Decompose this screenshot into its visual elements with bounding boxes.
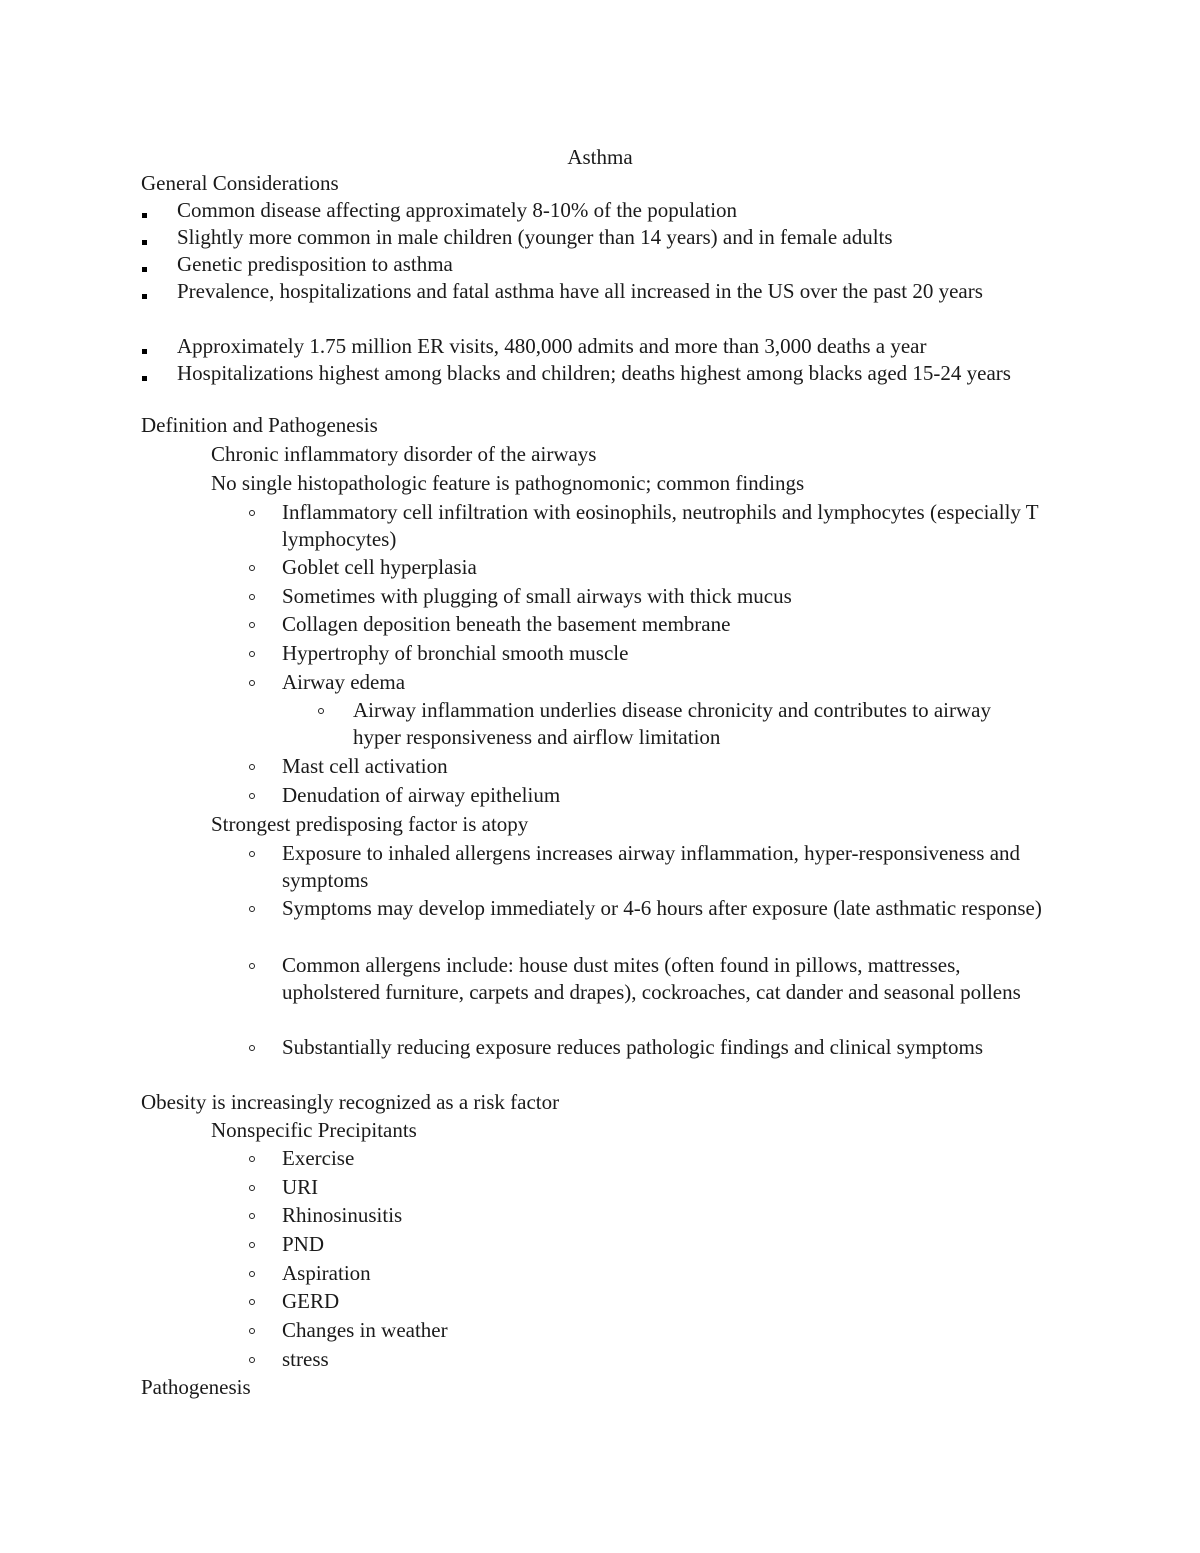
list-item: Collagen deposition beneath the basement membrane — [282, 612, 731, 636]
square-bullet-icon — [142, 376, 147, 381]
list-item: Common disease affecting approximately 8-10% of the population — [177, 198, 738, 222]
list-item: Rhinosinusitis — [282, 1203, 403, 1227]
list-item: Airway edema — [282, 670, 406, 694]
square-bullet-icon — [142, 349, 147, 354]
list-item: stress — [282, 1347, 329, 1371]
circle-bullet-icon — [249, 651, 255, 657]
list-item: GERD — [282, 1289, 340, 1313]
list-item: Exercise — [282, 1146, 355, 1170]
findings-intro: No single histopathologic feature is pathognomonic; common findings — [211, 471, 805, 495]
list-item: URI — [282, 1175, 319, 1199]
list-item: Exposure to inhaled allergens increases airway inflammation, hyper-responsiveness and symptoms — [282, 841, 1021, 892]
circle-bullet-icon — [249, 1299, 255, 1305]
section-heading-nonspecific: Nonspecific Precipitants — [211, 1118, 417, 1142]
square-bullet-icon — [142, 240, 147, 245]
list-item: Goblet cell hyperplasia — [282, 555, 477, 579]
circle-bullet-icon — [249, 510, 255, 516]
square-bullet-icon — [142, 267, 147, 272]
list-item: PND — [282, 1232, 325, 1256]
circle-bullet-icon — [249, 793, 255, 799]
circle-bullet-icon — [318, 708, 324, 714]
square-bullet-icon — [142, 294, 147, 299]
circle-bullet-icon — [249, 764, 255, 770]
list-item: Airway inflammation underlies disease chronicity and contributes to airway hyper responsiveness and airflow limitation — [353, 698, 991, 749]
list-item: Genetic predisposition to asthma — [177, 252, 453, 276]
circle-bullet-icon — [249, 1213, 255, 1219]
circle-bullet-icon — [249, 1357, 255, 1363]
square-bullet-icon — [142, 213, 147, 218]
list-item: Mast cell activation — [282, 754, 448, 778]
list-item: Common allergens include: house dust mites (often found in pillows, mattresses, upholstered furniture, carpets and drapes), cockroaches, cat dander and seasonal pollens — [282, 953, 1021, 1004]
page-title: Asthma — [567, 145, 633, 169]
list-item: Aspiration — [282, 1261, 371, 1285]
list-item: Hypertrophy of bronchial smooth muscle — [282, 641, 629, 665]
list-item: Changes in weather — [282, 1318, 448, 1342]
section-heading-pathogenesis: Pathogenesis — [141, 1375, 251, 1399]
section-heading-definition: Definition and Pathogenesis — [141, 413, 378, 437]
list-item: Hospitalizations highest among blacks and children; deaths highest among blacks aged 15-24 years — [177, 361, 1011, 385]
atopy-text: Strongest predisposing factor is atopy — [211, 812, 529, 836]
list-item: Prevalence, hospitalizations and fatal asthma have all increased in the US over the past 20 years — [177, 279, 983, 303]
circle-bullet-icon — [249, 1156, 255, 1162]
list-item: Sometimes with plugging of small airways with thick mucus — [282, 584, 792, 608]
obesity-text: Obesity is increasingly recognized as a risk factor — [141, 1090, 560, 1114]
circle-bullet-icon — [249, 1328, 255, 1334]
circle-bullet-icon — [249, 622, 255, 628]
list-item: Symptoms may develop immediately or 4-6 hours after exposure (late asthmatic response) — [282, 896, 1042, 920]
list-item: Denudation of airway epithelium — [282, 783, 561, 807]
list-item: Slightly more common in male children (younger than 14 years) and in female adults — [177, 225, 893, 249]
circle-bullet-icon — [249, 1185, 255, 1191]
circle-bullet-icon — [249, 963, 255, 969]
section-heading-general: General Considerations — [141, 171, 339, 195]
circle-bullet-icon — [249, 851, 255, 857]
definition-text: Chronic inflammatory disorder of the airways — [211, 442, 597, 466]
circle-bullet-icon — [249, 906, 255, 912]
circle-bullet-icon — [249, 565, 255, 571]
circle-bullet-icon — [249, 1271, 255, 1277]
list-item: Substantially reducing exposure reduces pathologic findings and clinical symptoms — [282, 1035, 984, 1059]
list-item: Inflammatory cell infiltration with eosinophils, neutrophils and lymphocytes (especially T lymphocytes) — [282, 500, 1039, 551]
circle-bullet-icon — [249, 1242, 255, 1248]
circle-bullet-icon — [249, 1045, 255, 1051]
circle-bullet-icon — [249, 594, 255, 600]
list-item: Approximately 1.75 million ER visits, 480,000 admits and more than 3,000 deaths a year — [177, 334, 927, 358]
circle-bullet-icon — [249, 680, 255, 686]
